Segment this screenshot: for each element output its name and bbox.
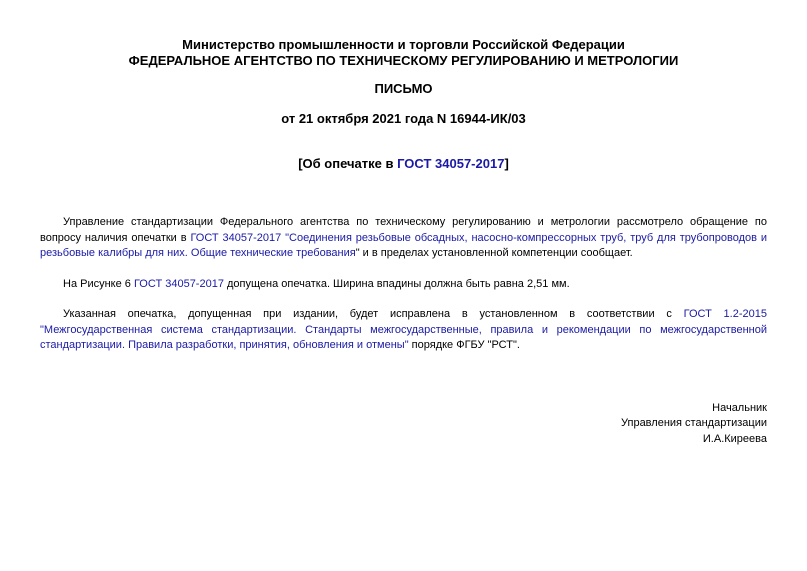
paragraph-3: [40, 307, 767, 354]
signature-position: Начальник: [712, 402, 767, 414]
agency-heading: ФЕДЕРАЛЬНОЕ АГЕНТСТВО ПО ТЕХНИЧЕСКОМУ РЕГУЛИРОВАНИЮ И МЕТРОЛОГИИ: [128, 53, 679, 68]
document-date-number: от 21 октября 2021 года N 16944-ИК/03: [281, 111, 526, 126]
signature-name: И.А.Киреева: [702, 433, 767, 445]
p1-gost-title-link[interactable]: "Соединения резьбовые обсадных, насосно-компрессорных труб, труб для трубопроводов и резьбовые калибры для них. Общие технические требования: [40, 231, 767, 259]
ministry-heading: Министерство промышленности и торговли Российской Федерации: [182, 37, 625, 52]
p1-text-start: Управление стандартизации Федерального агентства по техническому регулированию и метрологии рассмотрело обращение по вопросу наличия опечатки в: [40, 216, 767, 244]
signature-department: Управления стандартизации: [621, 417, 767, 429]
p2-text-start: На Рисунке 6: [63, 278, 134, 290]
paragraph-2: [40, 277, 767, 293]
p2-text-end: допущена опечатка. Ширина впадины должна быть равна 2,51 мм.: [223, 278, 570, 290]
paragraph-1: [40, 215, 767, 262]
p1-gost-link[interactable]: ГОСТ 34057-2017: [190, 231, 282, 244]
subject-prefix: [Об опечатке в: [298, 156, 398, 171]
document-subject: [40, 156, 767, 172]
p3-text-start: Указанная опечатка, допущенная при издании, будет исправлена в установленном в соответствии с: [63, 308, 684, 320]
p1-text-end: " и в пределах установленной компетенции сообщает.: [355, 247, 633, 259]
p2-gost-link[interactable]: ГОСТ 34057-2017: [133, 278, 224, 290]
document-type: ПИСЬМО: [374, 81, 433, 96]
subject-suffix: ]: [504, 156, 509, 171]
p3-gost-link[interactable]: ГОСТ 1.2-2015: [683, 308, 767, 320]
subject-gost-link[interactable]: ГОСТ 34057-2017: [397, 156, 505, 171]
p3-text-end: порядке ФГБУ "РСТ".: [408, 339, 520, 351]
p3-gost-title-link[interactable]: "Межгосударственная система стандартизации. Стандарты межгосударственные, правила и рекомендации по межгосударственной стандартизации. Правила разработки, принятия, обновления и отмены": [40, 323, 767, 351]
